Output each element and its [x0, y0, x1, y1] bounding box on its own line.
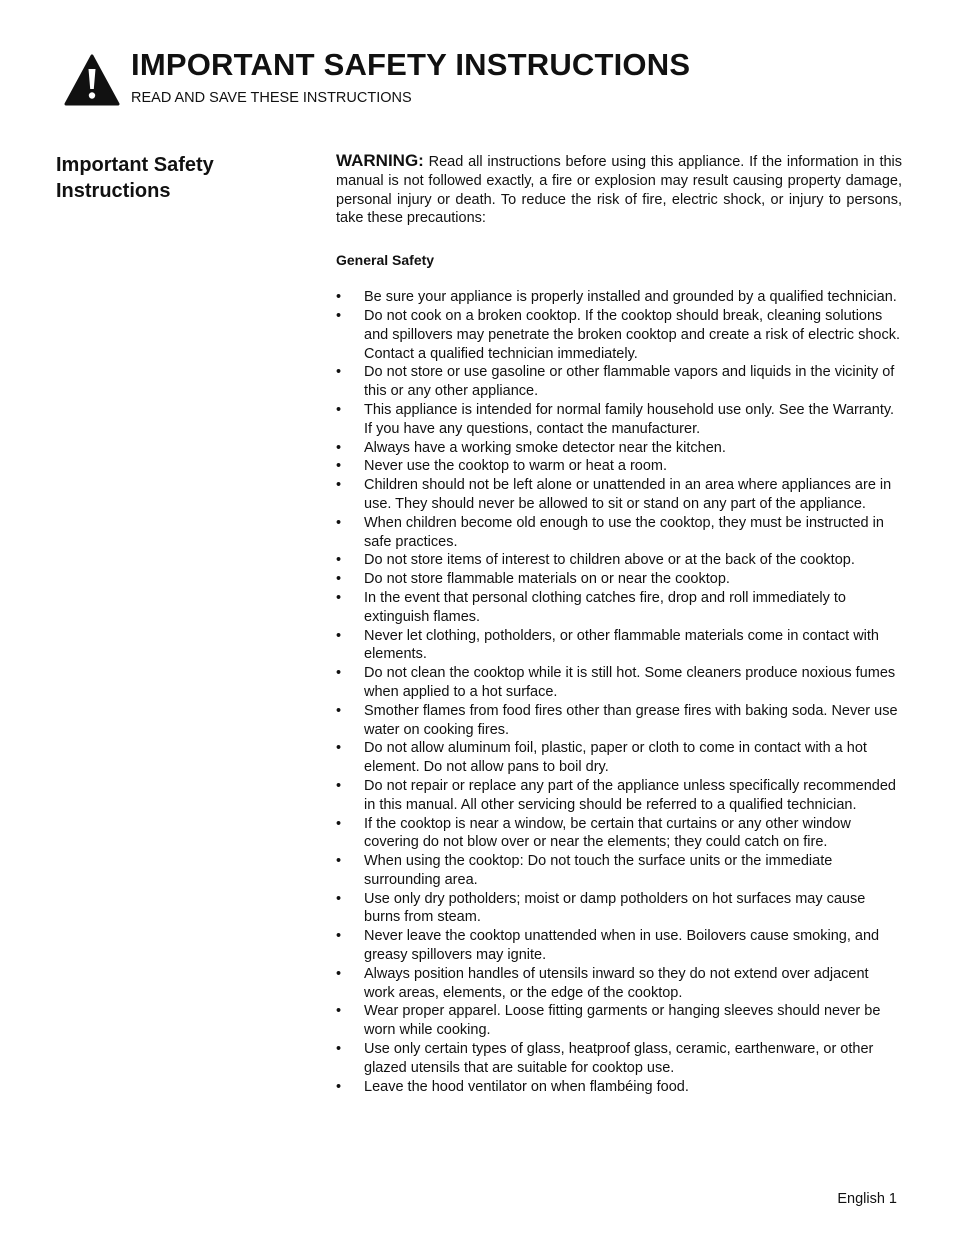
list-item-text: Always have a working smoke detector near the kitchen. [364, 439, 726, 456]
list-item [336, 307, 902, 363]
bullet-icon: • [336, 1078, 342, 1095]
bullet-icon: • [336, 1041, 342, 1058]
list-item [336, 457, 902, 476]
list-item [336, 551, 902, 570]
list-item-text: Never leave the cooktop unattended when in use. Boilovers cause smoking, and greasy spillovers may ignite. [364, 928, 880, 964]
bullet-icon: • [336, 401, 342, 418]
list-item [336, 777, 902, 815]
bullet-icon: • [336, 702, 342, 719]
list-item [336, 514, 902, 552]
warning-label: WARNING: [336, 151, 424, 170]
bullet-icon: • [336, 665, 342, 682]
list-item-text: Do not store flammable materials on or near the cooktop. [364, 571, 730, 588]
list-item [336, 815, 902, 853]
page-subtitle: READ AND SAVE THESE INSTRUCTIONS [131, 90, 412, 106]
page-title: IMPORTANT SAFETY INSTRUCTIONS [131, 47, 691, 82]
list-item-text: Children should not be left alone or unattended in an area where appliances are in use. They should never be allowed to sit or stand on any part of the appliance. [364, 477, 892, 512]
list-item [336, 570, 902, 589]
bullet-icon: • [336, 458, 342, 475]
bullet-icon: • [336, 890, 342, 907]
bullet-icon: • [336, 777, 342, 794]
list-item [336, 363, 902, 401]
list-item [336, 1078, 902, 1097]
bullet-icon: • [336, 439, 342, 456]
list-item-text: Do not cook on a broken cooktop. If the cooktop should break, cleaning solutions and spillovers may penetrate the broken cooktop and create a risk of electric shock. Contact a qualified technician immediately. [364, 307, 900, 362]
list-item-text: Do not allow aluminum foil, plastic, paper or cloth to come in contact with a hot element. Do not allow pans to boil dry. [364, 740, 867, 776]
list-item-text: Be sure your appliance is properly installed and grounded by a qualified technician. [364, 289, 897, 306]
list-item [336, 965, 902, 1003]
safety-bullet-list [336, 288, 902, 1096]
general-safety-heading: General Safety [336, 252, 435, 269]
list-item [336, 890, 902, 928]
bullet-icon: • [336, 627, 342, 644]
list-item-text: Use only dry potholders; moist or damp potholders on hot surfaces may cause burns from steam. [364, 890, 866, 926]
list-item [336, 664, 902, 702]
warning-triangle-icon [64, 54, 120, 106]
page-footer: English 1 [837, 1191, 897, 1207]
list-item-text: Wear proper apparel. Loose fitting garments or hanging sleeves should never be worn while cooking. [364, 1003, 881, 1039]
bullet-icon: • [336, 307, 342, 324]
bullet-icon: • [336, 364, 342, 381]
bullet-icon: • [336, 815, 342, 832]
list-item-text: Do not clean the cooktop while it is still hot. Some cleaners produce noxious fumes when applied to a hot surface. [364, 665, 896, 700]
bullet-icon: • [336, 965, 342, 982]
main-content [336, 152, 902, 1096]
bullet-icon: • [336, 289, 342, 306]
list-item-text: When children become old enough to use the cooktop, they must be instructed in safe practices. [364, 514, 884, 550]
bullet-icon: • [336, 589, 342, 606]
list-item-text: Never let clothing, potholders, or other flammable materials come in contact with elements. [364, 627, 879, 663]
bullet-icon: • [336, 552, 342, 569]
bullet-icon: • [336, 571, 342, 588]
bullet-icon: • [336, 1003, 342, 1020]
list-item [336, 927, 902, 965]
warning-text: Read all instructions before using this appliance. If the information in this manual is not followed exactly, a fire or explosion may result causing property damage, personal injury or death. To reduce the risk of fire, electric shock, or injury to persons, take these precautions: [336, 154, 903, 227]
list-item-text: Do not store or use gasoline or other flammable vapors and liquids in the vicinity of this or any other appliance. [364, 364, 895, 400]
bullet-icon: • [336, 928, 342, 945]
list-item [336, 702, 902, 740]
list-item-text: In the event that personal clothing catches fire, drop and roll immediately to extinguish flames. [364, 589, 846, 625]
list-item-text: Use only certain types of glass, heatproof glass, ceramic, earthenware, or other glazed utensils that are suitable for cooktop use. [364, 1041, 874, 1076]
list-item [336, 1040, 902, 1078]
list-item [336, 627, 902, 665]
list-item-text: When using the cooktop: Do not touch the surface units or the immediate surrounding area. [364, 853, 833, 888]
bullet-icon: • [336, 853, 342, 870]
list-item [336, 401, 902, 439]
list-item-text: This appliance is intended for normal family household use only. See the Warranty. If you have any questions, contact the manufacturer. [364, 401, 895, 437]
list-item-text: If the cooktop is near a window, be certain that curtains or any other window covering do not blow over or near the elements; they could catch on fire. [364, 815, 851, 851]
list-item-text: Do not store items of interest to children above or at the back of the cooktop. [364, 552, 855, 569]
bullet-icon: • [336, 740, 342, 757]
warning-paragraph [336, 152, 902, 228]
bullet-icon: • [336, 477, 342, 494]
section-side-heading: Important Safety Instructions [56, 154, 214, 202]
bullet-icon: • [336, 514, 342, 531]
page-header [64, 46, 924, 116]
list-item [336, 1002, 902, 1040]
list-item-text: Do not repair or replace any part of the appliance unless specifically recommended in this manual. All other servicing should be referred to a qualified technician. [364, 777, 896, 813]
list-item-text: Smother flames from food fires other than grease fires with baking soda. Never use water on cooking fires. [364, 702, 898, 738]
list-item [336, 439, 902, 458]
list-item-text: Leave the hood ventilator on when flambéing food. [364, 1078, 689, 1095]
list-item [336, 476, 902, 514]
list-item [336, 288, 902, 307]
list-item-text: Never use the cooktop to warm or heat a room. [364, 458, 668, 475]
list-item [336, 739, 902, 777]
list-item [336, 589, 902, 627]
list-item-text: Always position handles of utensils inward so they do not extend over adjacent work areas, elements, or the edge of the cooktop. [364, 965, 869, 1001]
list-item [336, 852, 902, 890]
